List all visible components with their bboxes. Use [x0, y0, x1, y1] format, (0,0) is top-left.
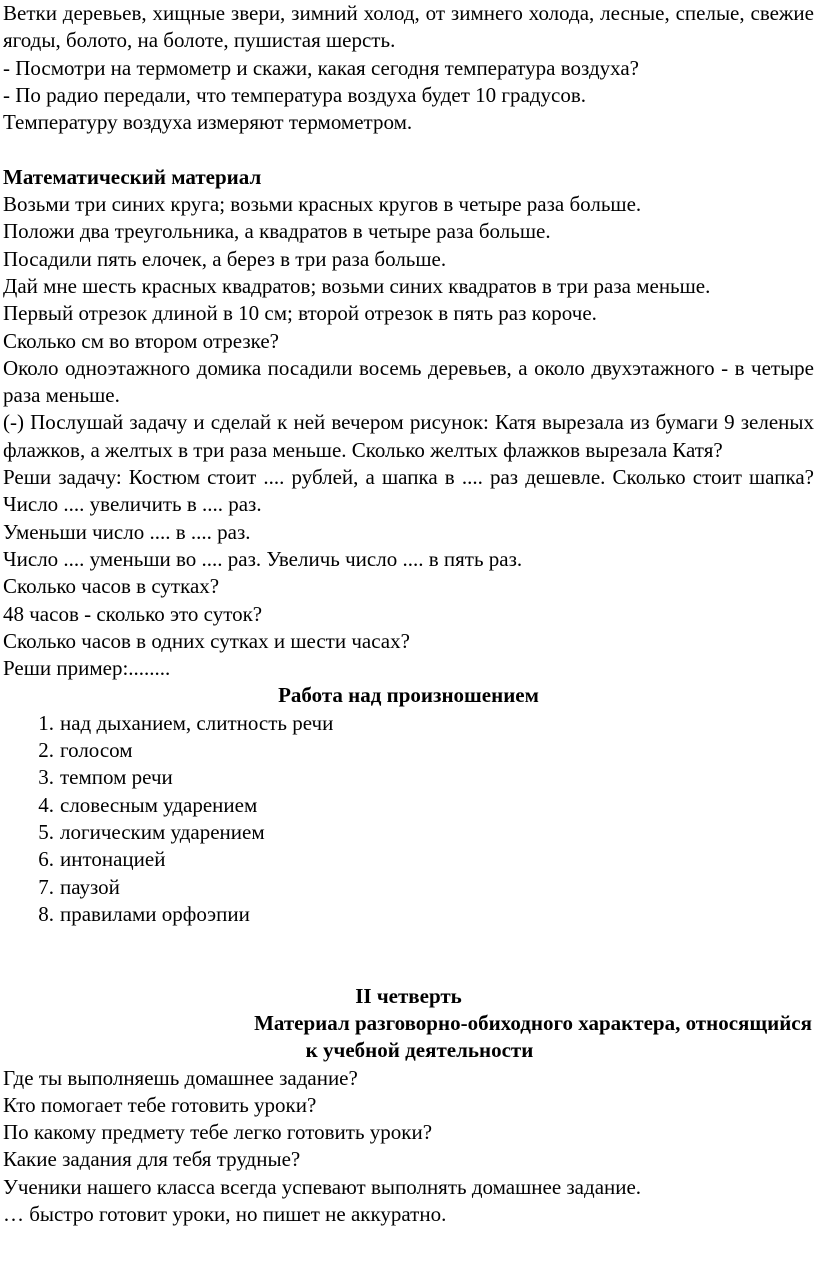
list-item — [38, 901, 814, 928]
math-line: Реши задачу: Костюм стоит .... рублей, а шапка в .... раз дешевле. Сколько стоит шапка? Число .... увеличить в .... раз. — [3, 465, 814, 517]
thermometer-question: - Посмотри на термометр и скажи, какая сегодня температура воздуха? — [3, 55, 639, 80]
quarter-line: Какие задания для тебя трудные? — [3, 1147, 301, 1172]
list-item — [38, 710, 814, 737]
pronunciation-list — [3, 710, 814, 928]
math-line: Сколько см во втором отрезке? — [3, 328, 279, 353]
quarter-line: Где ты выполняешь домашнее задание? — [3, 1065, 358, 1090]
math-line: 48 часов - сколько это суток? — [3, 601, 263, 626]
list-item-number: 1. — [38, 710, 54, 735]
list-item-number: 8. — [38, 901, 54, 926]
list-item-text: темпом речи — [60, 765, 173, 790]
blank-line — [3, 928, 814, 955]
math-line: Первый отрезок длиной в 10 см; второй отрезок в пять раз короче. — [3, 301, 597, 326]
quarter-line: По какому предмету тебе легко готовить уроки? — [3, 1120, 433, 1145]
list-item-text: голосом — [60, 738, 133, 763]
list-item-text: правилами орфоэпии — [60, 901, 250, 926]
list-item-text: логическим ударением — [60, 819, 265, 844]
list-item — [38, 819, 814, 846]
list-item-number: 7. — [38, 874, 54, 899]
list-item-text: паузой — [60, 874, 120, 899]
list-item-text: словесным ударением — [60, 792, 258, 817]
thermometer-measure-line: Температуру воздуха измеряют термометром. — [3, 110, 413, 135]
math-line: Около одноэтажного домика посадили восемь деревьев, а около двухэтажного - в четыре раза меньше. — [3, 355, 814, 408]
vocabulary-words-paragraph: Ветки деревьев, хищные звери, зимний холод, от зимнего холода, лесные, спелые, свежие ягоды, болото, на болоте, пушистая шерсть. — [3, 1, 814, 53]
list-item-number: 2. — [38, 738, 54, 763]
quarter-subheading-line2: к учебной деятельности — [305, 1038, 534, 1063]
list-item-text: интонацией — [60, 847, 166, 872]
math-line: Число .... уменьши во .... раз. Увеличь число .... в пять раз. — [3, 546, 523, 571]
list-item-number: 6. — [38, 847, 54, 872]
math-line: (-) Послушай задачу и сделай к ней вечером рисунок: Катя вырезала из бумаги 9 зеленых флажков, а желтых в три раза меньше. Сколько желтых флажков вырезала Катя? — [3, 410, 814, 462]
math-line: Положи два треугольника, а квадратов в четыре раза больше. — [3, 219, 551, 244]
math-line: Сколько часов в сутках? — [3, 574, 220, 599]
quarter-subheading-line1: Материал разговорно-обиходного характера, относящийся — [254, 1010, 812, 1035]
list-item — [38, 737, 814, 764]
math-line: Сколько часов в одних сутках и шести часах? — [3, 628, 410, 653]
list-item — [38, 792, 814, 819]
list-item-number: 3. — [38, 765, 54, 790]
pronunciation-section-heading: Работа над произношением — [278, 683, 539, 708]
list-item — [38, 874, 814, 901]
math-line: Возьми три синих круга; возьми красных кругов в четыре раза больше. — [3, 192, 642, 217]
quarter-heading: II четверть — [355, 983, 462, 1008]
quarter-line: Ученики нашего класса всегда успевают выполнять домашнее задание. — [3, 1174, 642, 1199]
math-line: Дай мне шесть красных квадратов; возьми синих квадратов в три раза меньше. — [3, 273, 711, 298]
list-item-number: 4. — [38, 792, 54, 817]
quarter-line: Кто помогает тебе готовить уроки? — [3, 1092, 317, 1117]
math-line: Посадили пять елочек, а берез в три раза больше. — [3, 246, 447, 271]
list-item — [38, 764, 814, 791]
list-item-text: над дыханием, слитность речи — [60, 710, 334, 735]
blank-line — [3, 955, 814, 982]
quarter-line: … быстро готовит уроки, но пишет не аккуратно. — [3, 1202, 447, 1227]
math-line: Уменьши число .... в .... раз. — [3, 519, 251, 544]
math-line: Реши пример:........ — [3, 656, 171, 681]
blank-line — [3, 136, 814, 163]
list-item — [38, 846, 814, 873]
list-item-number: 5. — [38, 819, 54, 844]
math-section-heading: Математический материал — [3, 164, 262, 189]
radio-temperature-line: - По радио передали, что температура воздуха будет 10 градусов. — [3, 82, 586, 107]
